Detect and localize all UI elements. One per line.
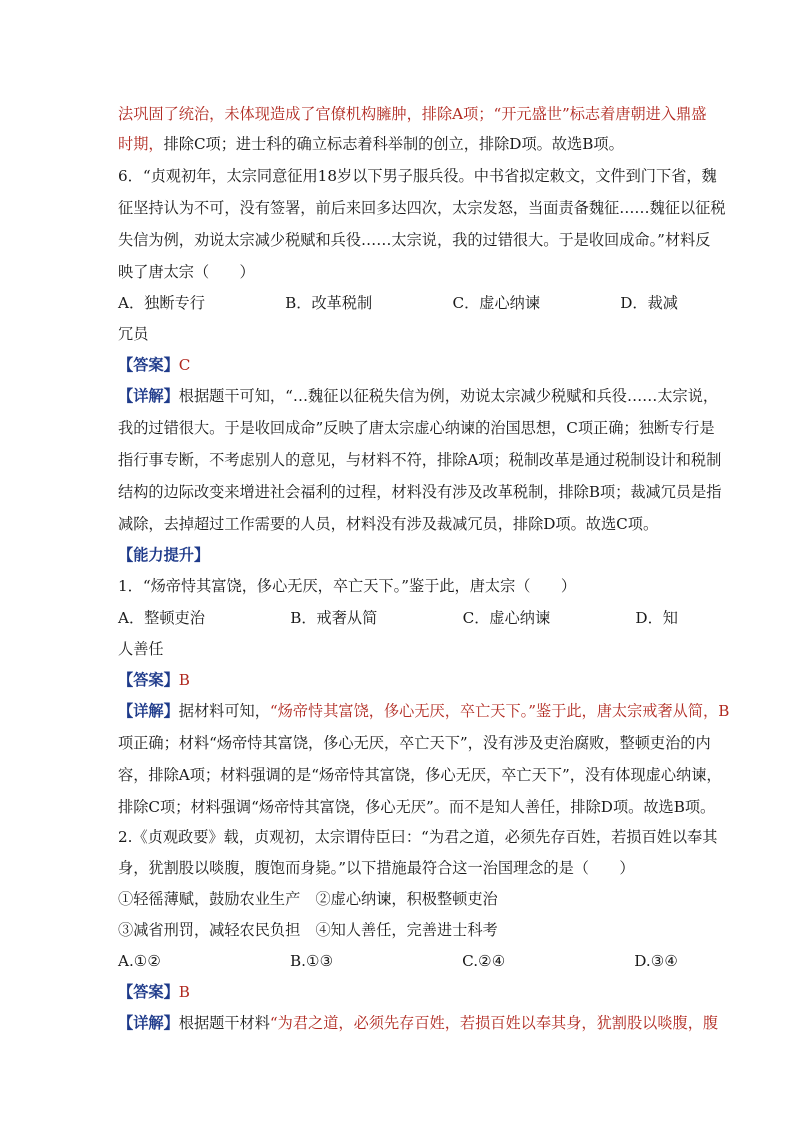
detail-label: 【详解】 xyxy=(118,702,179,720)
p2-option-b[interactable]: B.①③ xyxy=(289,952,334,970)
q6-stem-line: 征坚持认为不可，没有签署，前后来回多达四次，太宗发怒，当面责备魏征……魏征以征税 xyxy=(118,199,726,217)
answer-label: 【答案】 xyxy=(118,671,179,689)
p2-options xyxy=(118,951,678,971)
p1-answer xyxy=(118,670,678,690)
p1-option-wrap: 人善任 xyxy=(118,640,164,658)
p1-option-a[interactable]: A．整顿吏治 xyxy=(118,609,205,627)
q6-stem-line: 失信为例，劝说太宗减少税赋和兵役……太宗说，我的过错很大。于是收回成命。”材料反 xyxy=(118,231,711,249)
p2-option-a[interactable]: A.①② xyxy=(118,952,162,970)
p1-detail-line xyxy=(118,701,730,721)
answer-value: B xyxy=(178,671,190,689)
prev-explanation-text: 排除C项；进士科的确立标志着科举制的创立，排除D项。故选B项。 xyxy=(163,135,624,153)
p2-stem-line: 身，犹割股以啖腹，腹饱而身毙。”以下措施最符合这一治国理念的是（ ） xyxy=(118,859,635,877)
p1-detail-line: 容，排除A项；材料强调的是“炀帝恃其富饶，侈心无厌，卒亡天下”，没有体现虚心纳谏， xyxy=(118,766,722,784)
q6-detail-line xyxy=(118,386,719,406)
q6-detail-line: 我的过错很大。于是收回成命”反映了唐太宗虚心纳谏的治国思想，C项正确；独断专行是 xyxy=(118,419,715,437)
p1-option-d[interactable]: D．知 xyxy=(635,609,678,627)
p2-option-c[interactable]: C.②④ xyxy=(462,952,506,970)
q6-options xyxy=(118,293,678,313)
prev-explanation-quote: “开元盛世”标志着唐朝进入鼎盛 xyxy=(493,105,707,123)
p1-option-b[interactable]: B．戒奢从简 xyxy=(290,609,378,627)
p2-detail-line xyxy=(118,1013,719,1033)
p1-option-c[interactable]: C．虚心纳谏 xyxy=(462,609,551,627)
q6-stem-line: 映了唐太宗（ ） xyxy=(118,263,255,281)
detail-quote: “为君之道，必须先存百姓，若损百姓以奉其身，犹割股以啖腹，腹 xyxy=(269,1014,719,1032)
answer-label: 【答案】 xyxy=(118,356,179,374)
prev-explanation-text: 时期， xyxy=(118,135,164,153)
prev-explanation-line-1 xyxy=(118,104,707,124)
detail-label: 【详解】 xyxy=(118,1014,179,1032)
q6-detail-line: 结构的边际改变来增进社会福利的过程，材料没有涉及改革税制，排除B项；裁减冗员是指 xyxy=(118,483,722,501)
answer-value: C xyxy=(178,356,191,374)
q6-option-b[interactable]: B．改革税制 xyxy=(285,294,373,312)
detail-text: 根据题干材料 xyxy=(178,1014,270,1032)
q6-option-d[interactable]: D．裁减 xyxy=(620,294,678,312)
q6-option-c[interactable]: C．虚心纳谏 xyxy=(452,294,541,312)
p1-stem: 1．“炀帝恃其富饶，侈心无厌，卒亡天下。”鉴于此，唐太宗（ ） xyxy=(118,577,577,595)
answer-value: B xyxy=(178,983,190,1001)
p2-option-d[interactable]: D.③④ xyxy=(634,952,678,970)
detail-text: 据材料可知， xyxy=(178,702,270,720)
section-title: 【能力提升】 xyxy=(118,546,210,564)
prev-explanation-line-2 xyxy=(118,134,678,154)
q6-option-a[interactable]: A．独断专行 xyxy=(118,294,205,312)
answer-label: 【答案】 xyxy=(118,983,179,1001)
q6-detail-line: 指行事专断，不考虑别人的意见，与材料不符，排除A项；税制改革是通过税制设计和税制 xyxy=(118,451,722,469)
p1-options xyxy=(118,608,678,628)
p1-detail-line: 排除C项；材料强调“炀帝恃其富饶，侈心无厌”。而不是知人善任，排除D项。故选B项。 xyxy=(118,798,716,816)
p1-detail-line: 项正确；材料“炀帝恃其富饶，侈心无厌，卒亡天下”，没有涉及吏治腐败，整顿吏治的内 xyxy=(118,734,711,752)
q6-stem-line: 6．“贞观初年，太宗同意征用18岁以下男子服兵役。中书省拟定敕文，文件到门下省，魏 xyxy=(118,167,717,185)
p2-choice-line: ①轻徭薄赋，鼓励农业生产 ②虚心纳谏，积极整顿吏治 xyxy=(118,890,498,908)
detail-quote: “炀帝恃其富饶，侈心无厌，卒亡天下。”鉴于此，唐太宗戒奢从简，B xyxy=(269,702,730,720)
p2-answer xyxy=(118,982,678,1002)
p2-choice-line: ③减省刑罚，减轻农民负担 ④知人善任，完善进士科考 xyxy=(118,921,498,939)
q6-answer xyxy=(118,355,678,375)
p2-stem-line: 2.《贞观政要》载，贞观初，太宗谓侍臣曰：“为君之道，必须先存百姓，若损百姓以奉其 xyxy=(118,828,718,846)
q6-option-wrap: 冗员 xyxy=(118,325,149,343)
q6-detail-line: 减除，去掉超过工作需要的人员，材料没有涉及裁减冗员，排除D项。故选C项。 xyxy=(118,515,659,533)
detail-label: 【详解】 xyxy=(118,387,179,405)
detail-text: 根据题干可知，“…魏征以征税失信为例，劝说太宗减少税赋和兵役……太宗说， xyxy=(178,387,719,405)
prev-explanation-text: 法巩固了统治，未体现造成了官僚机构臃肿，排除A项； xyxy=(118,105,494,123)
